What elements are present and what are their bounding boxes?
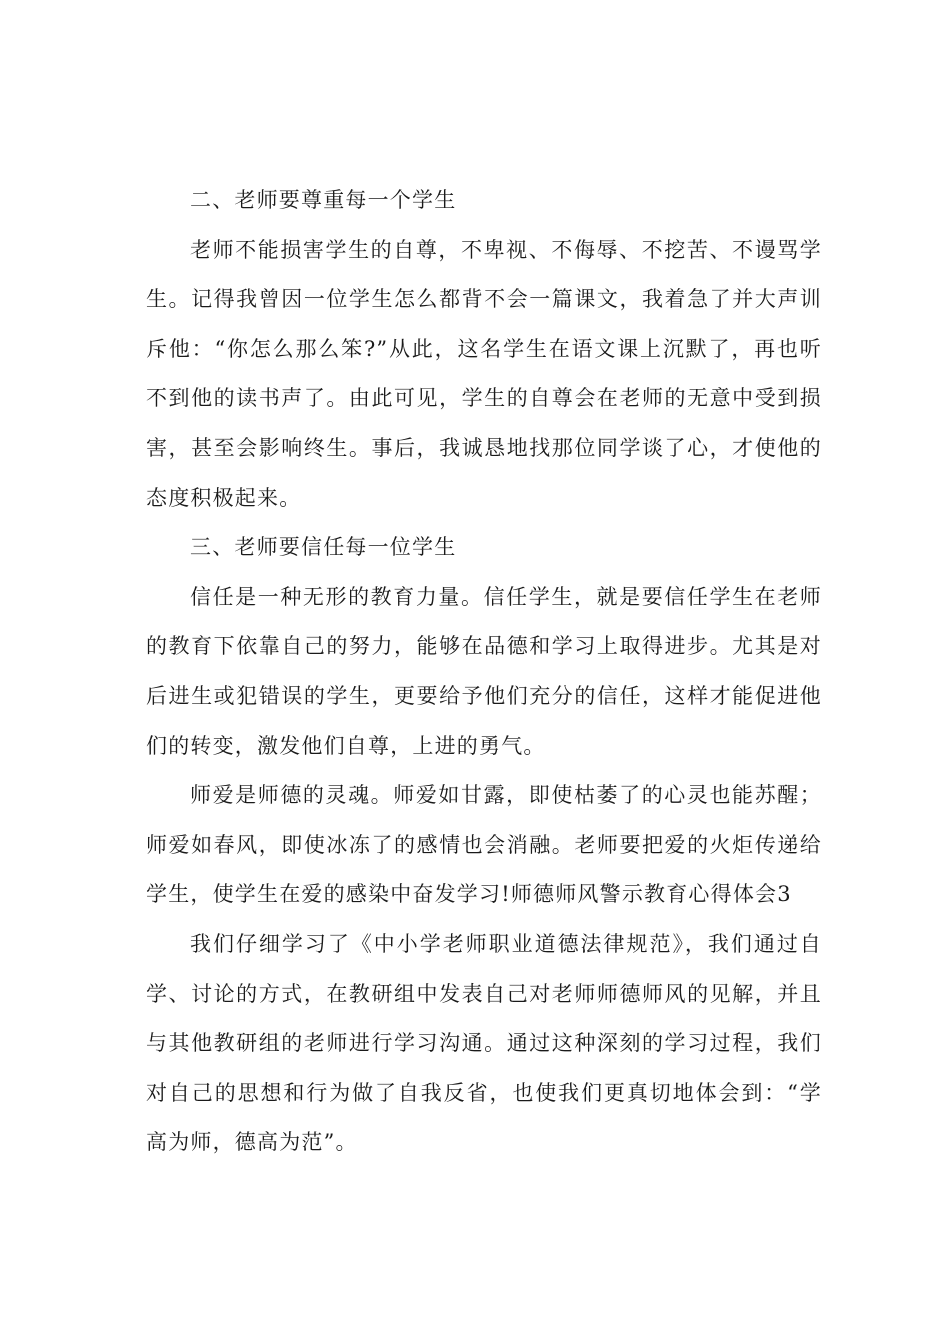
paragraph-teacher-love: 师爱是师德的灵魂。师爱如甘露，即使枯萎了的心灵也能苏醒；师爱如春风，即使冰冻了的感情也会消融。老师要把爱的火炬传递给学生，使学生在爱的感染中奋发学习!师德师风警示教育心得体会3 bbox=[146, 783, 822, 907]
document-body bbox=[146, 176, 822, 1168]
section-heading-3: 三、老师要信任每一位学生 bbox=[190, 535, 457, 560]
section-heading-2: 二、老师要尊重每一个学生 bbox=[190, 188, 457, 212]
paragraph-respect: 老师不能损害学生的自尊，不卑视、不侮辱、不挖苦、不谩骂学生。记得我曾因一位学生怎么都背不会一篇课文，我着急了并大声训斥他：“你怎么那么笨?”从此，这名学生在语文课上沉默了，再也听不到他的读书声了。由此可见，学生的自尊会在老师的无意中受到损害，甚至会影响终生。事后，我诚恳地找那位同学谈了心，才使他的态度积极起来。 bbox=[146, 237, 822, 510]
paragraph-study-norms: 我们仔细学习了《中小学老师职业道德法律规范》，我们通过自学、讨论的方式，在教研组中发表自己对老师师德师风的见解，并且与其他教研组的老师进行学习沟通。通过这种深刻的学习过程，我们对自己的思想和行为做了自我反省，也使我们更真切地体会到：“学高为师，德高为范”。 bbox=[146, 931, 822, 1155]
paragraph-trust: 信任是一种无形的教育力量。信任学生，就是要信任学生在老师的教育下依靠自己的努力，能够在品德和学习上取得进步。尤其是对后进生或犯错误的学生，更要给予他们充分的信任，这样才能促进他们的转变，激发他们自尊，上进的勇气。 bbox=[146, 584, 822, 758]
